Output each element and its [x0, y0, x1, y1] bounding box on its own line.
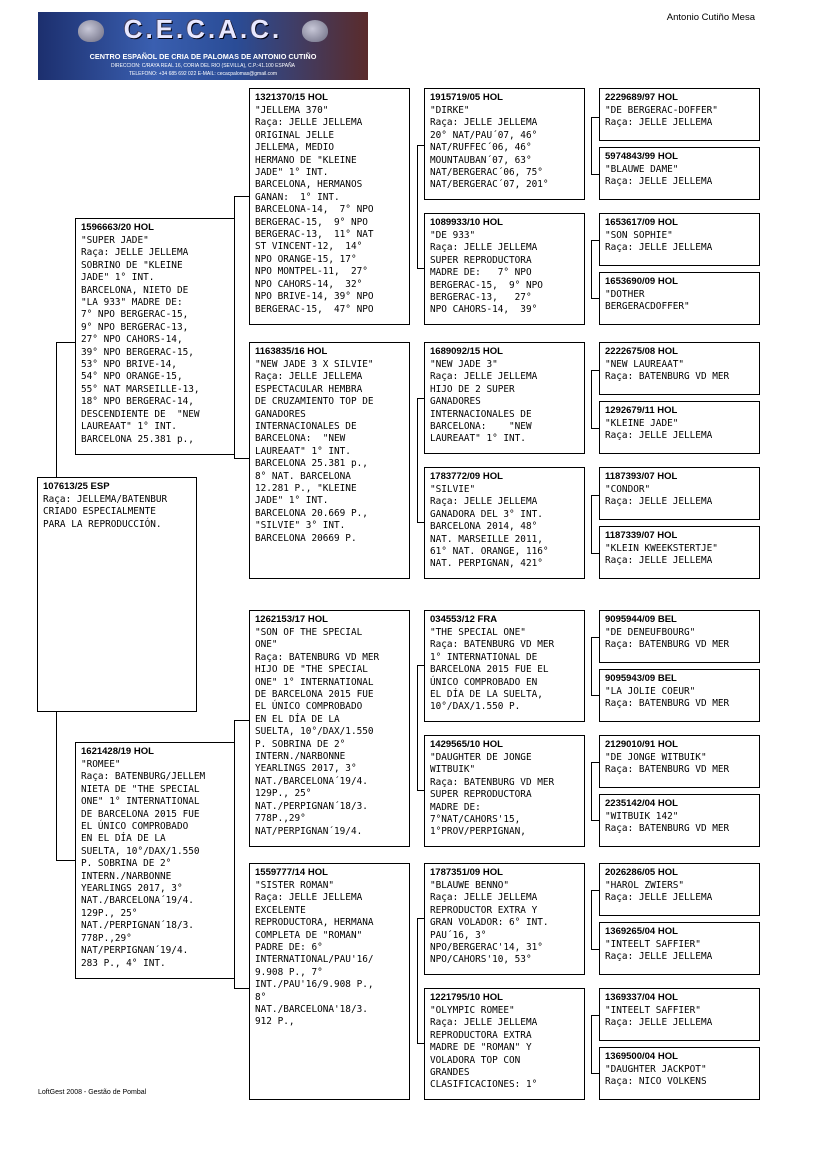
connector-line [591, 637, 599, 638]
connector-line [417, 145, 418, 268]
pigeon-card-g3[interactable] [599, 213, 760, 266]
pigeon-card-g1[interactable] [599, 88, 760, 141]
connector-line [417, 790, 424, 791]
pigeon-card-dsd[interactable] [424, 735, 585, 847]
logo-subtitle: CENTRO ESPAÑOL DE CRIA DE PALOMAS DE ANTONIO CUTIÑO [89, 52, 317, 61]
connector-line [234, 720, 249, 721]
pigeon-description: "SON SOPHIE" Raça: JELLE JELLEMA [605, 230, 713, 254]
connector-line [591, 1015, 599, 1016]
footer-credit: LoftGest 2008 - Gestão de Pombal [38, 1089, 147, 1096]
ring-number: 1369337/04 HOL [605, 992, 678, 1003]
connector-line [591, 695, 599, 696]
connector-line [591, 1073, 599, 1074]
pigeon-card-g13[interactable] [599, 863, 760, 916]
pigeon-description: "DE JONGE WITBUIK" Raça: BATENBURG VD MER [605, 752, 730, 776]
ring-number: 2229689/97 HOL [605, 92, 678, 103]
connector-line [56, 342, 57, 477]
ring-number: 1653617/09 HOL [605, 217, 678, 228]
pigeon-description: "NEW JADE 3 X SILVIE" Raça: JELLE JELLEMA ESPECTACULAR HEMBRA DE CRUZAMIENTO TOP DE GANADORES INTERNACIONALES DE BARCELONA: "NEW LAUREAAT" 1° INT. BARCELONA 25.381 p., 8° NAT. BARCELONA 12.281 P., "KLEINE JADE" 1° INT. BARCELONA 20.669 P., "SILVIE" 3° INT. BARCELONA 20669 P. [255, 359, 374, 544]
ring-number: 9095943/09 BEL [605, 673, 677, 684]
pigeon-description: "LA JOLIE COEUR" Raça: BATENBURG VD MER [605, 686, 730, 710]
ring-number: 1187393/07 HOL [605, 471, 678, 482]
connector-line [234, 988, 249, 989]
connector-line [56, 712, 57, 860]
connector-line [417, 398, 418, 522]
pigeon-description: "OLYMPIC ROMEE" Raça: JELLE JELLEMA REPRODUCTORA EXTRA MADRE DE "ROMAN" Y VOLADORA TOP CON GRANDES CLASIFICACIONES: 1° [430, 1005, 538, 1091]
connector-line [591, 428, 599, 429]
pigeon-description: "ROMEE" Raça: BATENBURG/JELLEM NIETA DE "THE SPECIAL ONE" 1° INTERNATIONAL DE BARCELONA 2015 FUE EL ÚNICO COMPROBADO EN EL DÍA DE LA SUELTA, 10°/DAX/1.550 P. SOBRINA DE 2° INTERN./NARBONNE YEARLINGS 2017, 3° NAT./BARCELONA´19/4. 129P., 25° NAT./PERPIGNAN´18/3. 778P.,29° NAT/PERPIGNAN´19/4. 283 P., 4° INT. [81, 759, 206, 969]
pigeon-card-dam-dam[interactable] [249, 863, 410, 1100]
pigeon-description: "BLAUWE DAME" Raça: JELLE JELLEMA [605, 164, 713, 188]
connector-line [417, 918, 424, 919]
pigeon-description: "DE BERGERAC-DOFFER" Raça: JELLE JELLEMA [605, 105, 718, 129]
pigeon-card-ssd[interactable] [424, 213, 585, 325]
pigeon-card-sss[interactable] [424, 88, 585, 200]
ring-number: 2222675/08 HOL [605, 346, 678, 357]
pigeon-card-ddd[interactable] [424, 988, 585, 1100]
pigeon-card-sire-dam[interactable] [249, 342, 410, 579]
pigeon-description: Raça: JELLEMA/BATENBUR CRIADO ESPECIALMENTE PARA LA REPRODUCCIÓN. [43, 494, 168, 530]
ring-number: 1321370/15 HOL [255, 92, 328, 103]
connector-line [591, 495, 599, 496]
ring-number: 1915719/05 HOL [430, 92, 503, 103]
ring-number: 2129010/91 HOL [605, 739, 678, 750]
connector-line [417, 1043, 424, 1044]
ring-number: 1621428/19 HOL [81, 746, 154, 757]
pigeon-card-g10[interactable] [599, 669, 760, 722]
pigeon-card-dam[interactable] [75, 742, 235, 979]
pigeon-description: "SUPER JADE" Raça: JELLE JELLEMA SOBRINO DE "KLEINE JADE" 1° INT. BARCELONA, NIETO DE "LA 933" MADRE DE: 7° NPO BERGERAC-15, 9° NPO BERGERAC-13, 27° NPO CAHORS-14, 39° NPO BERGERAC-15, 53° NPO BRIVE-14, 54° NPO ORANGE-15, 55° NAT MARSEILLE-13, 18° NPO BERGERAC-14, DESCENDIENTE DE "NEW LAUREAAT" 1° INT. BARCELONA 25.381 p., [81, 235, 200, 445]
pigeon-description: "DAUGHTER DE JONGE WITBUIK" Raça: BATENBURG VD MER SUPER REPRODUCTORA MADRE DE: 7°NAT/CAHORS'15, 1°PROV/PERPIGNAN, [430, 752, 555, 838]
connector-line [417, 918, 418, 1043]
pigeon-card-g8[interactable] [599, 526, 760, 579]
ring-number: 1262153/17 HOL [255, 614, 328, 625]
pigeon-card-dds[interactable] [424, 863, 585, 975]
ring-number: 1369265/04 HOL [605, 926, 678, 937]
ring-number: 1596663/20 HOL [81, 222, 154, 233]
connector-line [591, 370, 592, 428]
ring-number: 034553/12 FRA [430, 614, 498, 625]
pigeon-description: "DAUGHTER JACKPOT" Raça: NICO VOLKENS [605, 1064, 707, 1088]
connector-line [591, 495, 592, 553]
connector-line [417, 145, 424, 146]
ring-number: 9095944/09 BEL [605, 614, 677, 625]
connector-line [234, 458, 249, 459]
pigeon-description: "DOTHER BERGERACDOFFER" [605, 289, 690, 313]
pigeon-description: "KLEIN KWEEKSTERTJE" Raça: JELLE JELLEMA [605, 543, 718, 567]
logo-title: C.E.C.A.C. [123, 14, 283, 44]
pigeon-card-g9[interactable] [599, 610, 760, 663]
pigeon-description: "SILVIE" Raça: JELLE JELLEMA GANADORA DEL 3° INT. BARCELONA 2014, 48° NAT. MARSEILLE 2011, 61° NAT. ORANGE, 116° NAT. PERPIGNAN, 421° [430, 484, 549, 570]
connector-line [417, 522, 424, 523]
pigeon-description: "INTEELT SAFFIER" Raça: JELLE JELLEMA [605, 939, 713, 963]
connector-line [56, 342, 75, 343]
pigeon-description: "DE 933" Raça: JELLE JELLEMA SUPER REPRODUCTORA MADRE DE: 7° NPO BERGERAC-15, 9° NPO BERGERAC-13, 27° NPO CAHORS-14, 39° [430, 230, 543, 316]
connector-line [417, 268, 424, 269]
connector-line [591, 890, 599, 891]
pigeon-card-subject[interactable] [37, 477, 197, 712]
logo-address: DIRECCION: C/RAYA REAL 16, CORIA DEL RIO (SEVILLA), C.P.:41.100 ESPAÑA [110, 63, 296, 69]
connector-line [591, 240, 599, 241]
pigeon-description: "DE DENEUFBOURG" Raça: BATENBURG VD MER [605, 627, 730, 651]
pigeon-description: "DIRKE" Raça: JELLE JELLEMA 20° NAT/PAU´07, 46° NAT/RUFFEC´06, 46° MOUNTAUBAN´07, 63° NAT/BERGERAC´06, 75° NAT/BERGERAC´07, 201° [430, 105, 549, 191]
owner-name: Antonio Cutiño Mesa [666, 12, 755, 23]
connector-line [591, 117, 599, 118]
pigeon-description: "SISTER ROMAN" Raça: JELLE JELLEMA EXCELENTE REPRODUCTORA, HERMANA COMPLETA DE "ROMAN" PADRE DE: 6° INTERNATIONAL/PAU'16/ 9.908 P., 7° INT./PAU'16/9.908 P., 8° NAT./BARCELONA'18/3. 912 P., [255, 880, 374, 1028]
connector-line [591, 762, 592, 820]
ring-number: 2235142/04 HOL [605, 798, 678, 809]
pigeon-card-g5[interactable] [599, 342, 760, 395]
pigeon-description: "NEW JADE 3" Raça: JELLE JELLEMA HIJO DE 2 SUPER GANADORES INTERNACIONALES DE BARCELONA: "NEW LAUREAAT" 1° INT. [430, 359, 538, 445]
pigeon-card-sds[interactable] [424, 342, 585, 454]
pigeon-description: "NEW LAUREAAT" Raça: BATENBURG VD MER [605, 359, 730, 383]
ring-number: 1163835/16 HOL [255, 346, 328, 357]
connector-line [591, 553, 599, 554]
connector-line [417, 665, 418, 790]
ring-number: 5974843/99 HOL [605, 151, 678, 162]
pigeon-description: "JELLEMA 370" Raça: JELLE JELLEMA ORIGINAL JELLE JELLEMA, MEDIO HERMANO DE "KLEINE JADE" 1° INT. BARCELONA, HERMANOS GANAN: 1° INT. BARCELONA-14, 7° NPO BERGERAC-15, 9° NPO BERGERAC-13, 11° NAT ST VINCENT-12, 14° NPO ORANGE-15, 17° NPO MONTPEL-11, 27° NPO CAHORS-14, 32° NPO BRIVE-14, 39° NPO BERGERAC-15, 47° NPO [255, 105, 374, 315]
pigeon-card-sdd[interactable] [424, 467, 585, 579]
connector-line [591, 762, 599, 763]
pigeon-card-g7[interactable] [599, 467, 760, 520]
ring-number: 1559777/14 HOL [255, 867, 328, 878]
pigeon-card-g12[interactable] [599, 794, 760, 847]
ring-number: 107613/25 ESP [43, 481, 110, 492]
pigeon-card-g14[interactable] [599, 922, 760, 975]
ring-number: 1187339/07 HOL [605, 530, 678, 541]
cecac-logo [38, 12, 368, 80]
connector-line [591, 240, 592, 298]
connector-line [591, 890, 592, 949]
connector-line [417, 665, 424, 666]
pigeon-card-g6[interactable] [599, 401, 760, 454]
ring-number: 1429565/10 HOL [430, 739, 503, 750]
pigeon-description: "WITBUIK 142" Raça: BATENBURG VD MER [605, 811, 730, 835]
pigeon-description: "BLAUWE BENNO" Raça: JELLE JELLEMA REPRODUCTOR EXTRA Y GRAN VOLADOR: 6° INT. PAU´16, 3° NPO/BERGERAC'14, 31° NPO/CAHORS'10, 53° [430, 880, 549, 966]
pigeon-card-g16[interactable] [599, 1047, 760, 1100]
connector-line [591, 117, 592, 174]
pigeon-card-dss[interactable] [424, 610, 585, 722]
ring-number: 1787351/09 HOL [430, 867, 503, 878]
pigeon-card-g15[interactable] [599, 988, 760, 1041]
pigeon-card-dam-sire[interactable] [249, 610, 410, 847]
connector-line [591, 1015, 592, 1073]
pigeon-description: "CONDOR" Raça: JELLE JELLEMA [605, 484, 713, 508]
ring-number: 1369500/04 HOL [605, 1051, 678, 1062]
ring-number: 1653690/09 HOL [605, 276, 678, 287]
ring-number: 1292679/11 HOL [605, 405, 678, 416]
ring-number: 1089933/10 HOL [430, 217, 503, 228]
connector-line [591, 298, 599, 299]
ring-number: 2026286/05 HOL [605, 867, 678, 878]
connector-line [591, 370, 599, 371]
connector-line [591, 820, 599, 821]
pigeon-card-sire[interactable] [75, 218, 235, 455]
connector-line [56, 860, 75, 861]
ring-number: 1689092/15 HOL [430, 346, 503, 357]
pigeon-card-g4[interactable] [599, 272, 760, 325]
pigeon-card-g11[interactable] [599, 735, 760, 788]
connector-line [417, 398, 424, 399]
connector-line [591, 174, 599, 175]
logo-phone: TELEFONO: +34 685 692 022 E-MAIL: cecacpalomas@gmail.com [128, 71, 278, 77]
pigeon-description: "THE SPECIAL ONE" Raça: BATENBURG VD MER 1° INTERNATIONAL DE BARCELONA 2015 FUE EL ÚNICO COMPROBADO EN EL DÍA DE LA SUELTA, 10°/DAX/1.550 P. [430, 627, 555, 713]
connector-line [234, 196, 249, 197]
connector-line [591, 637, 592, 695]
pigeon-description: "KLEINE JADE" Raça: JELLE JELLEMA [605, 418, 713, 442]
ring-number: 1783772/09 HOL [430, 471, 503, 482]
pigeon-description: "SON OF THE SPECIAL ONE" Raça: BATENBURG VD MER HIJO DE "THE SPECIAL ONE" 1° INTERNATIONAL DE BARCELONA 2015 FUE EL ÚNICO COMPROBADO EN EL DÍA DE LA SUELTA, 10°/DAX/1.550 P. SOBRINA DE 2° INTERN./NARBONNE YEARLINGS 2017, 3° NAT./BARCELONA´19/4. 129P., 25° NAT./PERPIGNAN´18/3. 778P.,29° NAT/PERPIGNAN´19/4. [255, 627, 380, 837]
pigeon-description: "INTEELT SAFFIER" Raça: JELLE JELLEMA [605, 1005, 713, 1029]
pigeon-description: "HAROL ZWIERS" Raça: JELLE JELLEMA [605, 880, 713, 904]
connector-line [591, 949, 599, 950]
pigeon-card-g2[interactable] [599, 147, 760, 200]
ring-number: 1221795/10 HOL [430, 992, 503, 1003]
pigeon-card-sire-sire[interactable] [249, 88, 410, 325]
